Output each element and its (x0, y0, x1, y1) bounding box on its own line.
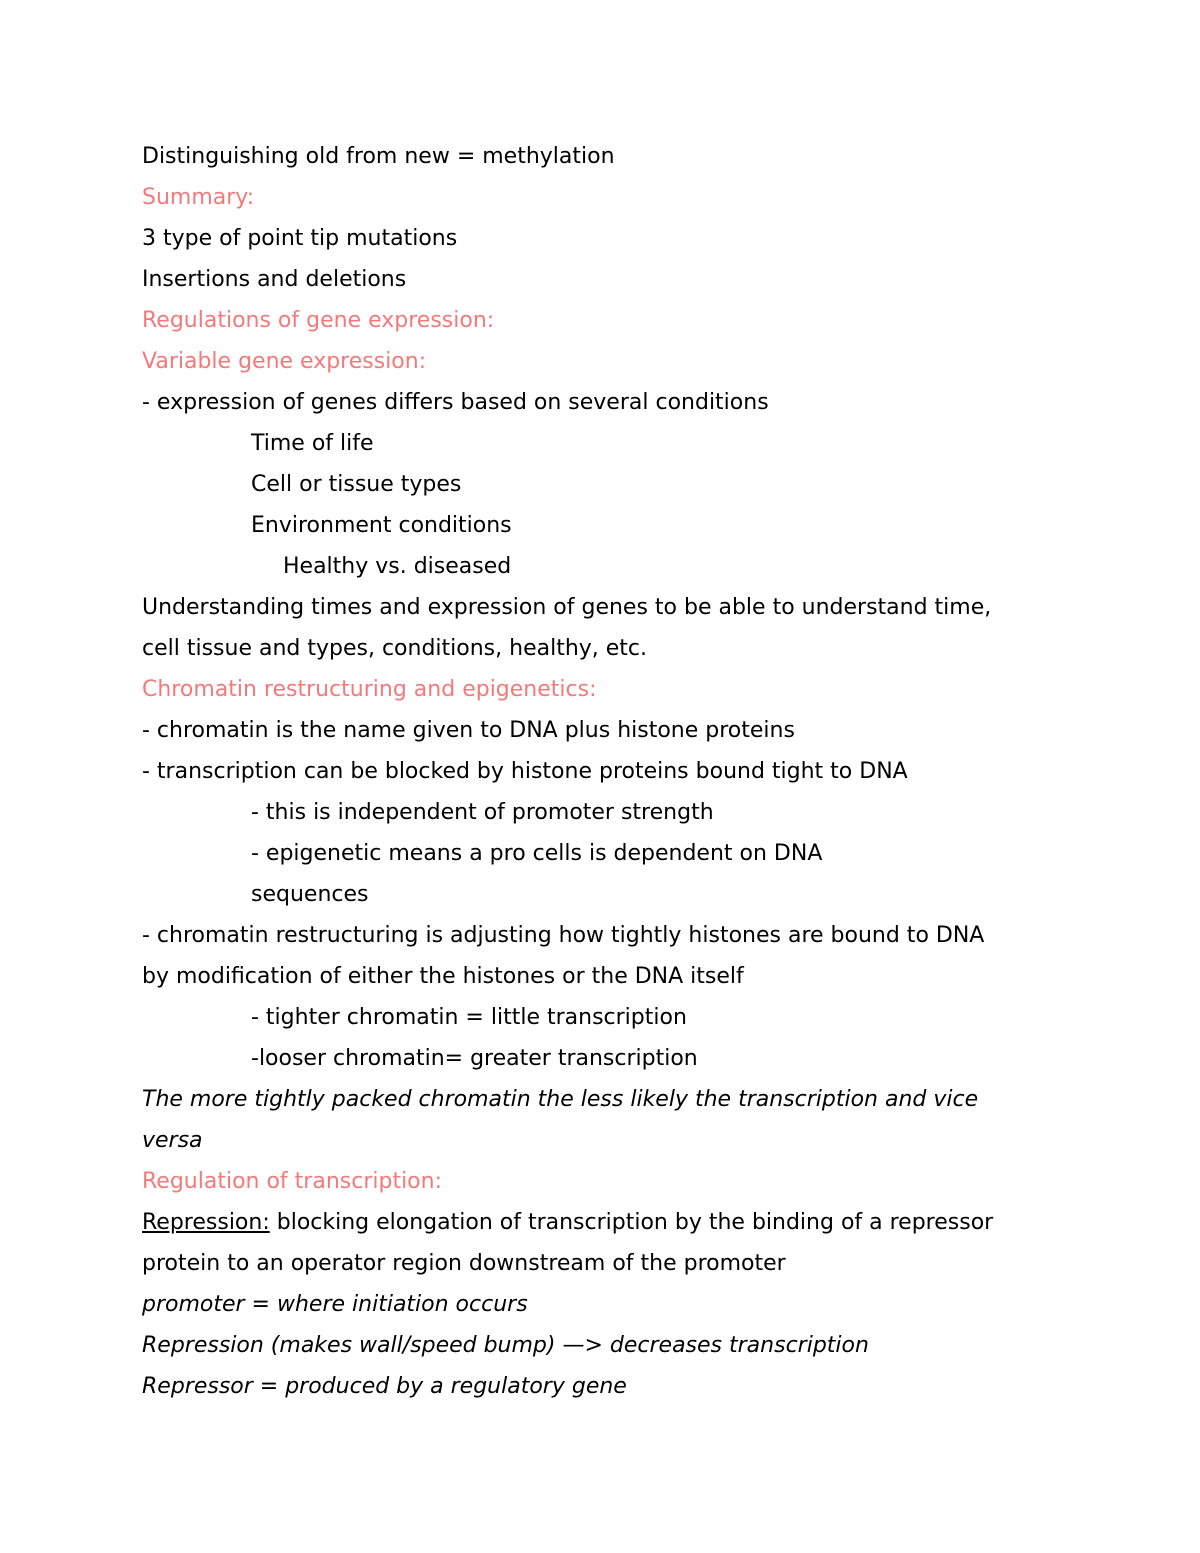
indented-line: Time of life (251, 431, 374, 456)
text-line: cell tissue and types, conditions, healthy, etc. (142, 636, 648, 661)
indented-line: Cell or tissue types (251, 472, 462, 497)
indented-line: sequences (251, 882, 369, 907)
text-line: Distinguishing old from new = methylation (142, 144, 615, 169)
heading-regulations-of-gene-expression: Regulations of gene expression: (142, 308, 495, 333)
heading-regulation-of-transcription: Regulation of transcription: (142, 1169, 442, 1194)
bullet-line: - transcription can be blocked by histone proteins bound tight to DNA (142, 759, 908, 784)
indented-line: Healthy vs. diseased (283, 554, 512, 579)
bullet-line: - chromatin restructuring is adjusting how tightly histones are bound to DNA (142, 923, 985, 948)
heading-summary: Summary: (142, 185, 255, 210)
text-line: Understanding times and expression of genes to be able to understand time, (142, 595, 992, 620)
indented-bullet-line: - this is independent of promoter strength (251, 800, 714, 825)
italic-line: promoter = where initiation occurs (142, 1292, 528, 1317)
text-line: protein to an operator region downstream of the promoter (142, 1251, 786, 1276)
indented-bullet-line: - epigenetic means a pro cells is dependent on DNA (251, 841, 823, 866)
italic-line: versa (142, 1128, 203, 1153)
indented-line: Environment conditions (251, 513, 512, 538)
indented-bullet-line: - tighter chromatin = little transcription (251, 1005, 687, 1030)
text-line: 3 type of point tip mutations (142, 226, 458, 251)
text-line: Insertions and deletions (142, 267, 407, 292)
italic-line: Repression (makes wall/speed bump) —> decreases transcription (142, 1333, 869, 1358)
indented-bullet-line: -looser chromatin= greater transcription (251, 1046, 698, 1071)
document-page (142, 136, 1072, 1407)
heading-variable-gene-expression: Variable gene expression: (142, 349, 427, 374)
bullet-line: - chromatin is the name given to DNA plus histone proteins (142, 718, 795, 743)
heading-chromatin-restructuring: Chromatin restructuring and epigenetics: (142, 677, 597, 702)
term-repression: Repression: (142, 1210, 270, 1235)
bullet-line: - expression of genes differs based on several conditions (142, 390, 769, 415)
definition-line (142, 1202, 1072, 1243)
italic-line: Repressor = produced by a regulatory gene (142, 1374, 627, 1399)
definition-text: blocking elongation of transcription by the binding of a repressor (269, 1210, 994, 1235)
text-line: by modification of either the histones or the DNA itself (142, 964, 744, 989)
italic-line: The more tightly packed chromatin the less likely the transcription and vice (142, 1087, 979, 1112)
